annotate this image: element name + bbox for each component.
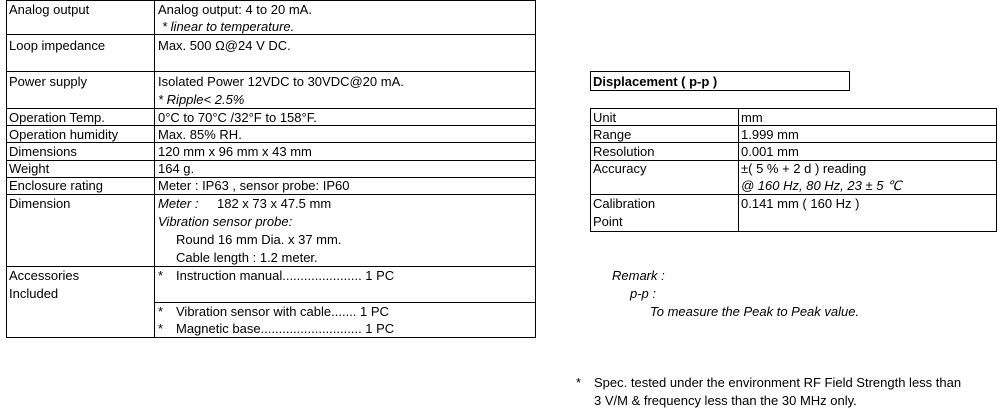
enclosure-rating-value: Meter : IP63 , sensor probe: IP60 — [158, 178, 350, 193]
accuracy-value: ±( 5 % + 2 d ) reading — [741, 161, 867, 176]
calibration-value: 0.141 mm ( 160 Hz ) — [741, 196, 860, 211]
row-label-dimension: Dimension — [9, 196, 71, 211]
row-label-weight: Weight — [9, 161, 50, 176]
operation-humidity-value: Max. 85% RH. — [158, 127, 242, 142]
operation-temp-value: 0°C to 70°C /32°F to 158°F. — [158, 110, 317, 125]
row-label-included: Included — [9, 286, 59, 301]
row-label-resolution: Resolution — [593, 144, 655, 159]
dimension-probe-size: Round 16 mm Dia. x 37 mm. — [176, 232, 342, 247]
analog-output-note: * linear to temperature. — [162, 19, 295, 34]
row-label-analog-output: Analog output — [9, 2, 90, 17]
dimension-probe-label: Vibration sensor probe: — [158, 214, 293, 229]
accuracy-condition: @ 160 Hz, 80 Hz, 23 ± 5 ℃ — [741, 178, 902, 193]
row-label-power-supply: Power supply — [9, 74, 88, 89]
footnote-line-2: 3 V/M & frequency less than the 30 MHz only. — [594, 393, 857, 408]
dimension-cable-length: Cable length : 1.2 meter. — [176, 250, 318, 265]
loop-impedance-value: Max. 500 Ω@24 V DC. — [158, 38, 291, 53]
analog-output-value: Analog output: 4 to 20 mA. — [158, 2, 312, 17]
row-label-range: Range — [593, 127, 632, 142]
footnote-line-1: Spec. tested under the environment RF Field Strength less than — [594, 375, 962, 390]
row-label-accuracy: Accuracy — [593, 161, 647, 176]
row-label-dimensions: Dimensions — [9, 144, 77, 159]
row-label-operation-temp: Operation Temp. — [9, 110, 105, 125]
row-label-accessories: Accessories — [9, 268, 80, 283]
remark-title: Remark : — [612, 268, 665, 283]
row-label-enclosure-rating: Enclosure rating — [9, 178, 103, 193]
accessory-item: Vibration sensor with cable....... 1 PC — [176, 304, 389, 319]
unit-value: mm — [741, 110, 763, 125]
accessory-mark: * — [158, 321, 164, 336]
power-supply-value: Isolated Power 12VDC to 30VDC@20 mA. — [158, 74, 404, 89]
dimension-meter-value: 182 x 73 x 47.5 mm — [217, 196, 332, 211]
remark-text: To measure the Peak to Peak value. — [650, 304, 860, 319]
row-label-calibration: Calibration — [593, 196, 656, 211]
row-label-unit: Unit — [593, 110, 617, 125]
row-label-operation-humidity: Operation humidity — [9, 127, 119, 142]
resolution-value: 0.001 mm — [741, 144, 799, 159]
range-value: 1.999 mm — [741, 127, 799, 142]
accessory-mark: * — [158, 268, 164, 283]
dimensions-value: 120 mm x 96 mm x 43 mm — [158, 144, 312, 159]
footnote-mark: * — [576, 375, 582, 390]
power-supply-note: * Ripple< 2.5% — [158, 92, 245, 107]
displacement-title: Displacement ( p-p ) — [593, 74, 718, 89]
accessory-item: Instruction manual...................... 1 PC — [176, 268, 395, 283]
weight-value: 164 g. — [158, 161, 195, 176]
accessory-item: Magnetic base............................ 1 PC — [176, 321, 395, 336]
dimension-meter-label: Meter : — [158, 196, 199, 211]
remark-term: p-p : — [630, 286, 657, 301]
row-label-loop-impedance: Loop impedance — [9, 38, 106, 53]
accessory-mark: * — [158, 304, 164, 319]
row-label-point: Point — [593, 214, 623, 229]
